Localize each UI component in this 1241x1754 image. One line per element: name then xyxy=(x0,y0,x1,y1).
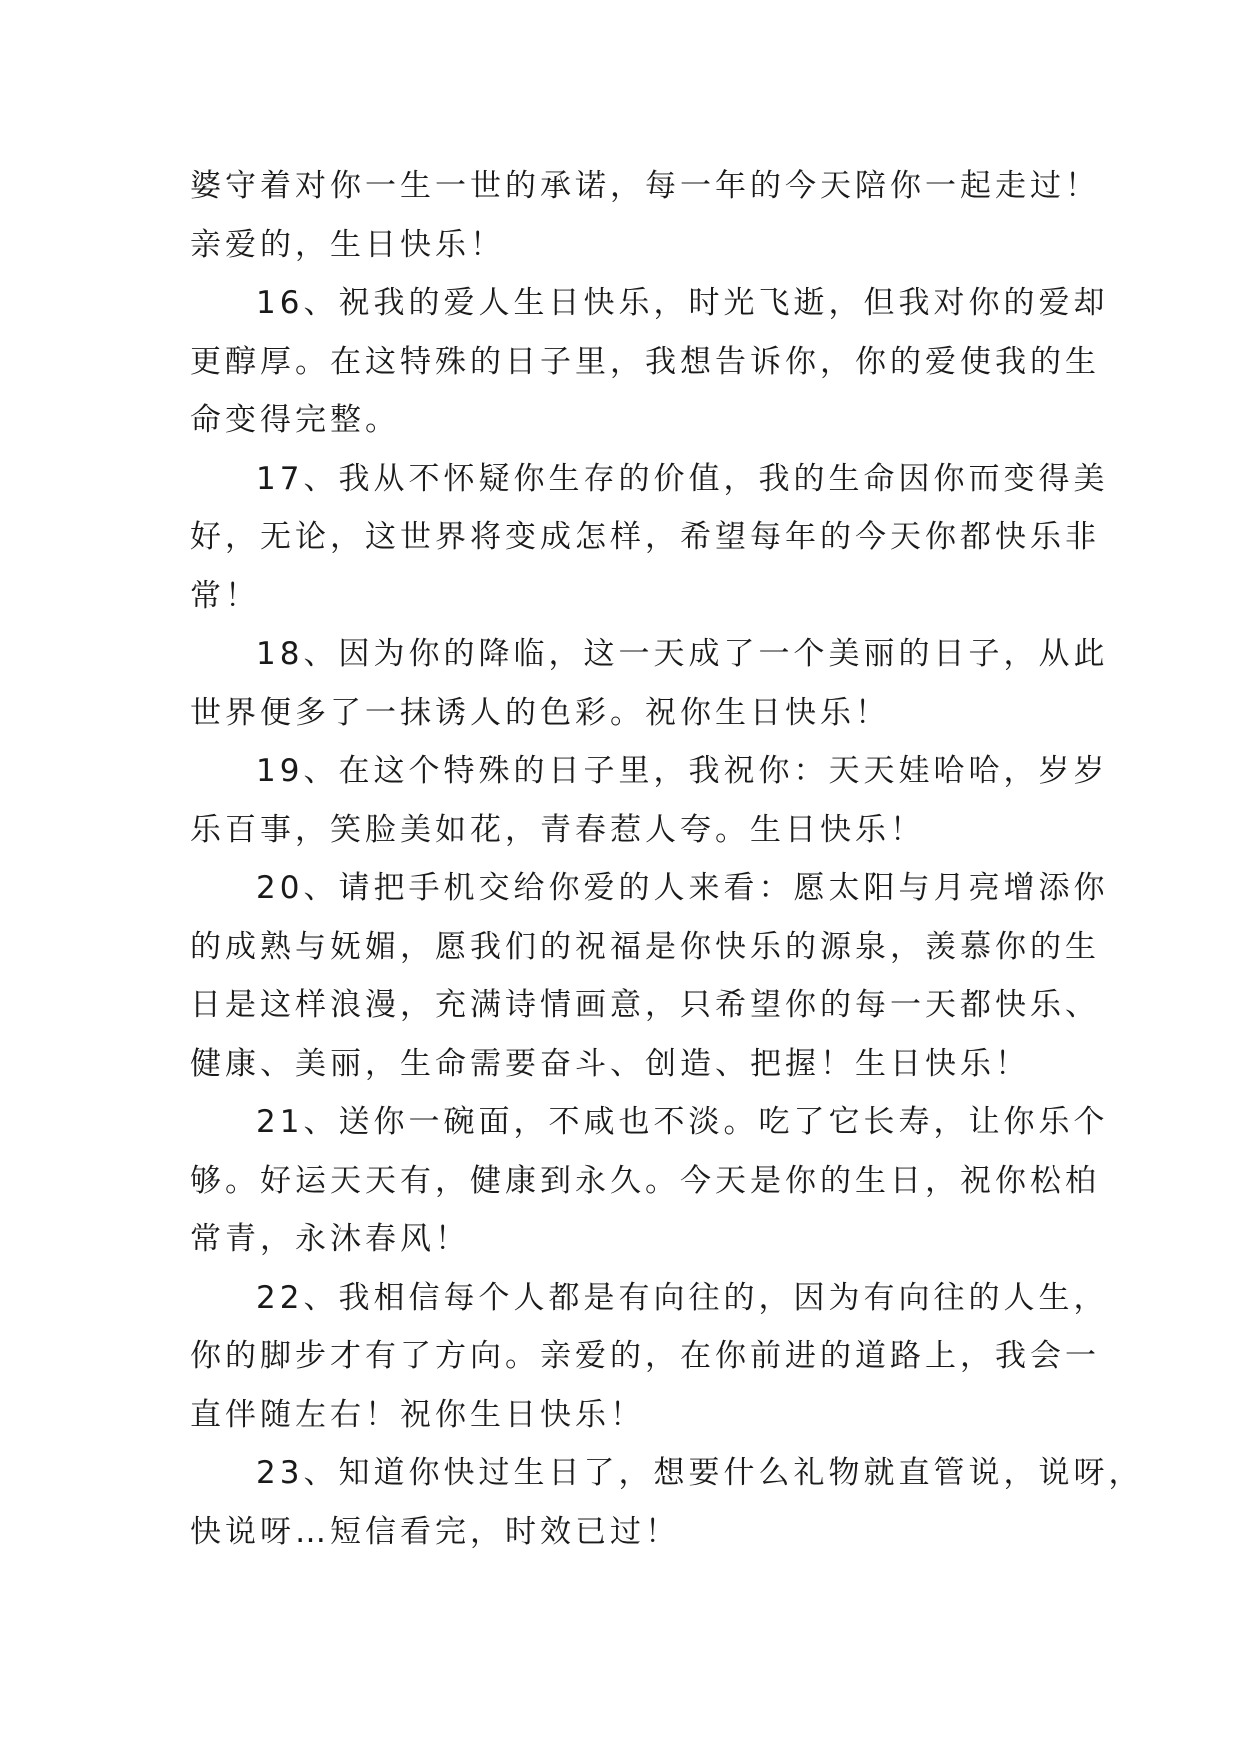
document-body xyxy=(190,157,1144,1561)
text-line: 乐百事，笑脸美如花，青春惹人夸。生日快乐！ xyxy=(190,811,925,848)
paragraph-start-17: 17、我从不怀疑你生存的价值，我的生命因你而变得美 xyxy=(256,460,1109,497)
text-line: 直伴随左右！祝你生日快乐！ xyxy=(190,1396,645,1433)
text-line: 快说呀…短信看完，时效已过！ xyxy=(190,1513,680,1550)
text-line: 亲爱的，生日快乐！ xyxy=(190,226,505,263)
text-line: 的成熟与妩媚，愿我们的祝福是你快乐的源泉，羡慕你的生 xyxy=(190,928,1100,965)
paragraph-start-23: 23、知道你快过生日了，想要什么礼物就直管说，说呀， xyxy=(256,1455,1144,1491)
paragraph-start-19: 19、在这个特殊的日子里，我祝你：天天娃哈哈，岁岁 xyxy=(256,753,1109,789)
text-line: 好，无论，这世界将变成怎样，希望每年的今天你都快乐非 xyxy=(190,519,1100,555)
paragraph-start-16: 16、祝我的爱人生日快乐，时光飞逝，但我对你的爱却 xyxy=(256,285,1109,321)
paragraph-start-21: 21、送你一碗面，不咸也不淡。吃了它长寿，让你乐个 xyxy=(256,1104,1109,1140)
text-line: 健康、美丽，生命需要奋斗、创造、把握！生日快乐！ xyxy=(190,1045,1030,1082)
text-line: 日是这样浪漫，充满诗情画意，只希望你的每一天都快乐、 xyxy=(190,987,1100,1023)
text-line: 命变得完整。 xyxy=(190,402,400,438)
text-line: 常！ xyxy=(190,577,260,614)
text-line: 婆守着对你一生一世的承诺，每一年的今天陪你一起走过！ xyxy=(190,168,1100,204)
text-line: 更醇厚。在这特殊的日子里，我想告诉你，你的爱使我的生 xyxy=(190,343,1100,380)
paragraph-start-20: 20、请把手机交给你爱的人来看：愿太阳与月亮增添你 xyxy=(256,870,1109,906)
text-line: 常青，永沐春风！ xyxy=(190,1221,470,1257)
text-line: 你的脚步才有了方向。亲爱的，在你前进的道路上，我会一 xyxy=(190,1338,1100,1374)
text-line: 够。好运天天有，健康到永久。今天是你的生日，祝你松柏 xyxy=(190,1162,1100,1199)
paragraph-start-22: 22、我相信每个人都是有向往的，因为有向往的人生， xyxy=(256,1279,1109,1316)
paragraph-start-18: 18、因为你的降临，这一天成了一个美丽的日子，从此 xyxy=(256,636,1109,672)
text-line: 世界便多了一抹诱人的色彩。祝你生日快乐！ xyxy=(190,694,890,731)
